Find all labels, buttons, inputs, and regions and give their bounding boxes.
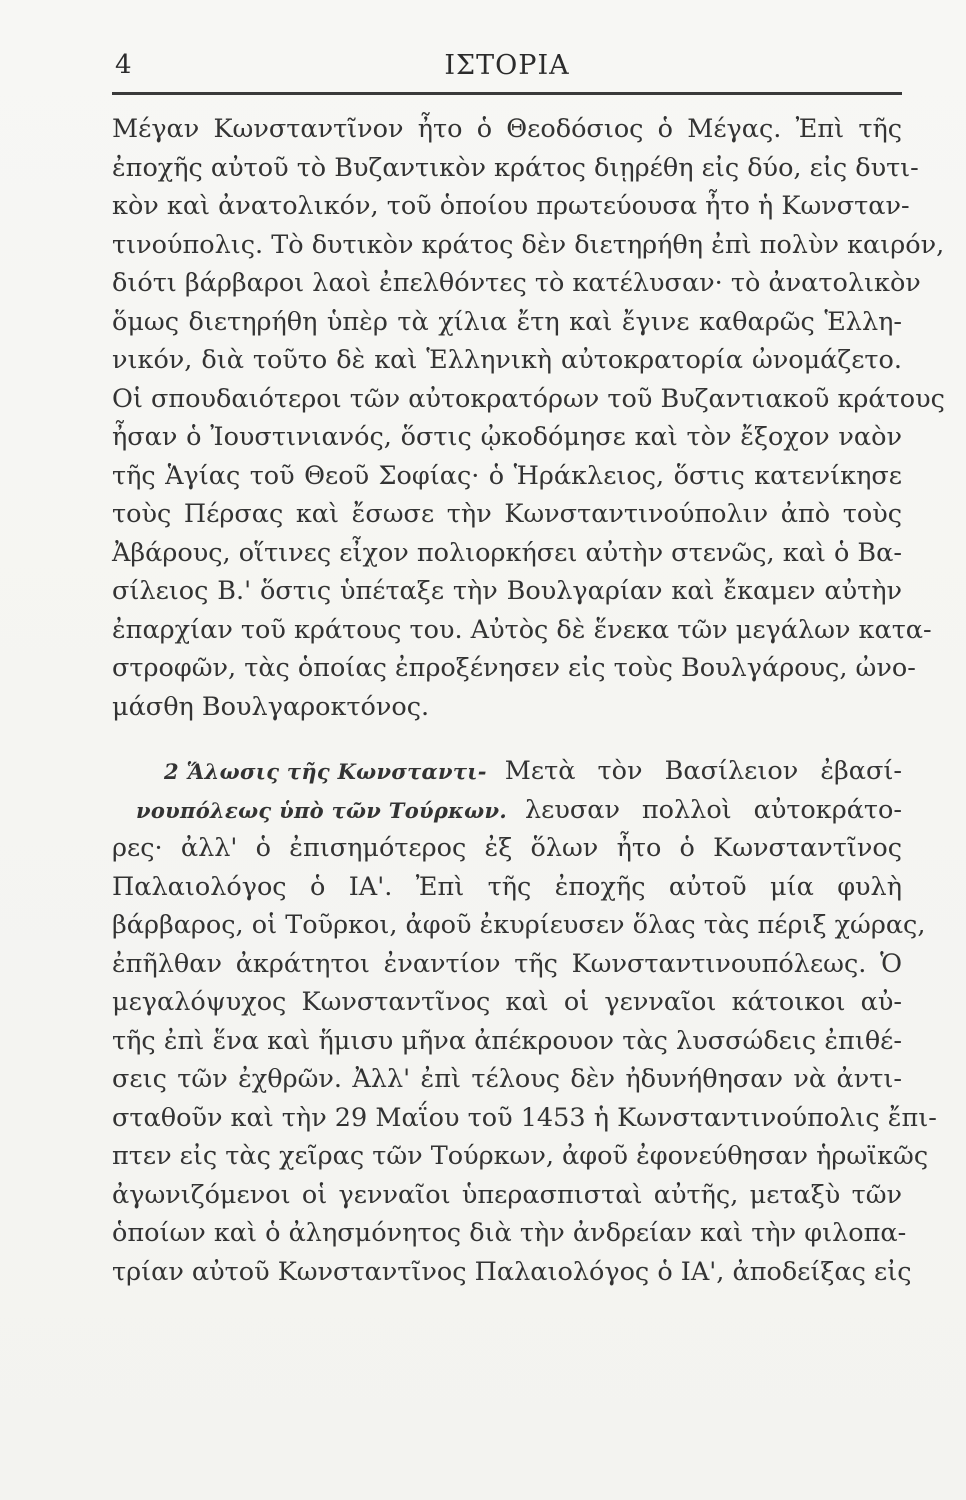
text-line: τῆς Ἁγίας τοῦ Θεοῦ Σοφίας· ὁ Ἡράκλειος, ὅστις κατενίκησε (112, 460, 902, 491)
text-line: τῆς ἐπὶ ἕνα καὶ ἥμισυ μῆνα ἀπέκρουον τὰς λυσσώδεις ἐπιθέ- (112, 1025, 902, 1056)
text-line: ὅμως διετηρήθη ὑπὲρ τὰ χίλια ἔτη καὶ ἔγινε καθαρῶς Ἑλλη- (112, 306, 902, 337)
text-line: νικόν, διὰ τοῦτο δὲ καὶ Ἑλληνικὴ αὐτοκρατορία ὠνομάζετο. (112, 345, 902, 375)
text-line: ἦσαν ὁ Ἰουστινιανός, ὅστις ᾠκοδόμησε καὶ τὸν ἔξοχον ναὸν (112, 422, 902, 452)
section-2 (112, 752, 937, 1291)
page-header (112, 44, 902, 92)
section-head-line-2 (112, 791, 902, 830)
text-line: λευσαν πολλοὶ αὐτοκράτο- (524, 794, 902, 825)
section-head-line-1 (112, 752, 902, 791)
body-text (112, 110, 945, 1291)
text-line: ἀγωνιζόμενοι οἱ γενναῖοι ὑπερασπισταὶ αὐτῆς, μεταξὺ τῶν (112, 1179, 902, 1210)
section-side-title: 2 Ἅλωσις τῆς Κωνσταντι- (164, 759, 487, 784)
text-line: σεις τῶν ἐχθρῶν. Ἀλλ' ἐπὶ τέλους δὲν ἠδυνήθησαν νὰ ἀντι- (112, 1064, 902, 1094)
section-gap (112, 726, 902, 752)
text-line: στροφῶν, τὰς ὁποίας ἐπροξένησεν εἰς τοὺς Βουλγάρους, ὠνο- (112, 653, 916, 683)
text-line: Μέγαν Κωνσταντῖνον ἦτο ὁ Θεοδόσιος ὁ Μέγας. Ἐπὶ τῆς (112, 114, 902, 144)
text-line: Παλαιολόγος ὁ ΙΑ'. Ἐπὶ τῆς ἐποχῆς αὐτοῦ μία φυλὴ (112, 871, 902, 902)
text-line: κὸν καὶ ἀνατολικόν, τοῦ ὁποίου πρωτεύουσα ἦτο ἡ Κωνσταν- (112, 191, 910, 221)
text-line: Μετὰ τὸν Βασίλειον ἐβασί- (504, 756, 902, 786)
text-line: ἐπαρχίαν τοῦ κράτους του. Αὐτὸς δὲ ἕνεκα τῶν μεγάλων κατα- (112, 614, 932, 645)
text-line: βάρβαρος, οἱ Τοῦρκοι, ἀφοῦ ἐκυρίευσεν ὅλας τὰς πέριξ χώρας, (112, 910, 926, 940)
text-line: ἐπῆλθαν ἀκράτητοι ἐναντίον τῆς Κωνσταντινουπόλεως. Ὁ (112, 948, 902, 979)
header-rule (112, 92, 902, 95)
text-line: σταθοῦν καὶ τὴν 29 Μαΐου τοῦ 1453 ἡ Κωνσταντινούπολις ἔπι- (112, 1102, 937, 1133)
text-line: μεγαλόψυχος Κωνσταντῖνος καὶ οἱ γενναῖοι κάτοικοι αὐ- (112, 987, 902, 1017)
page-number: 4 (115, 50, 132, 80)
text-line: ἐποχῆς αὐτοῦ τὸ Βυζαντικὸν κράτος διῃρέθη εἰς δύο, εἰς δυτι- (112, 152, 919, 183)
text-line: Οἱ σπουδαιότεροι τῶν αὐτοκρατόρων τοῦ Βυζαντιακοῦ κράτους (112, 383, 945, 414)
text-line: μάσθη Βουλγαροκτόνος. (112, 691, 430, 722)
text-line: τινούπολις. Τὸ δυτικὸν κράτος δὲν διετηρήθη ἐπὶ πολὺν καιρόν, (112, 229, 945, 260)
text-line: διότι βάρβαροι λαοὶ ἐπελθόντες τὸ κατέλυσαν· τὸ ἀνατολικὸν (112, 268, 921, 298)
text-line: πτεν εἰς τὰς χεῖρας τῶν Τούρκων, ἀφοῦ ἐφονεύθησαν ἡρωϊκῶς (112, 1141, 929, 1171)
text-line: σίλειος Β.' ὅστις ὑπέταξε τὴν Βουλγαρίαν καὶ ἔκαμεν αὐτὴν (112, 576, 902, 606)
running-title: ΙΣΤΟΡΙΑ (444, 50, 570, 81)
text-line: ρες· ἀλλ' ὁ ἐπισημότερος ἐξ ὅλων ἦτο ὁ Κωνσταντῖνος (112, 833, 902, 863)
text-line: Ἀβάρους, οἵτινες εἶχον πολιορκήσει αὐτὴν στενῶς, καὶ ὁ Βα- (112, 537, 902, 568)
text-line: ὁποίων καὶ ὁ ἀλησμόνητος διὰ τὴν ἀνδρείαν καὶ τὴν φιλοπα- (112, 1218, 907, 1248)
text-line: τοὺς Πέρσας καὶ ἔσωσε τὴν Κωνσταντινούπολιν ἀπὸ τοὺς (112, 499, 902, 529)
section-side-title: νουπόλεως ὑπὸ τῶν Τούρκων. (136, 797, 507, 823)
paragraph-1 (112, 110, 945, 726)
text-line: τρίαν αὐτοῦ Κωνσταντῖνος Παλαιολόγος ὁ ΙΑ', ἀποδείξας εἰς (112, 1256, 912, 1287)
